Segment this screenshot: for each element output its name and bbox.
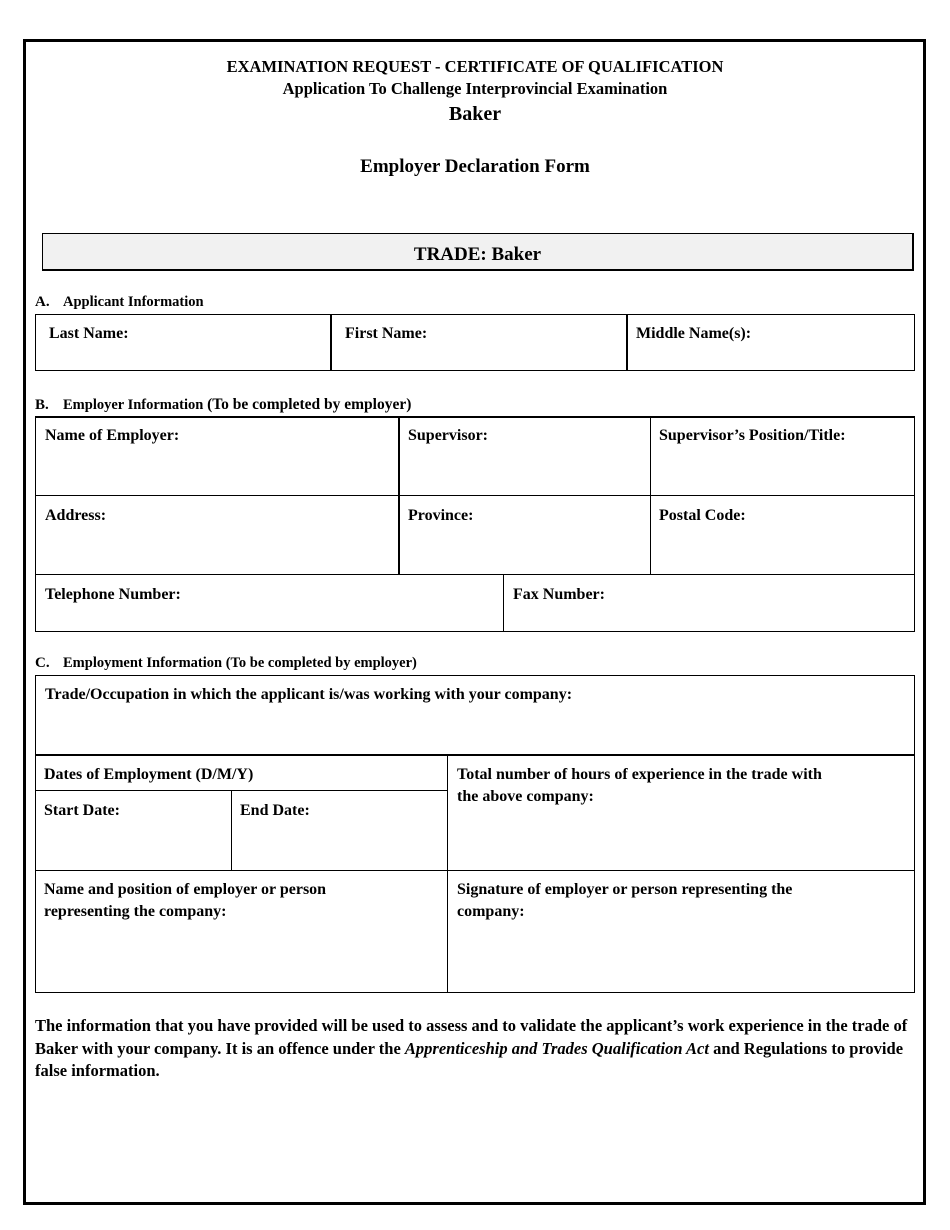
- dates-of-employment-label: Dates of Employment (D/M/Y): [44, 766, 254, 783]
- divider: [650, 416, 651, 574]
- trade-banner: TRADE: Baker: [42, 233, 914, 271]
- disclaimer-paragraph: [35, 1015, 925, 1083]
- header-title: EXAMINATION REQUEST - CERTIFICATE OF QUALIFICATION: [226, 57, 724, 76]
- section-a-heading: [35, 294, 204, 311]
- disclaimer-text-2: and Regulations to provide false information.: [35, 1038, 904, 1080]
- applicant-info-table: [35, 314, 915, 371]
- trade-title: Baker: [448, 103, 502, 125]
- divider: [503, 574, 504, 632]
- signature-field-line1[interactable]: Signature of employer or person representing the: [457, 881, 793, 898]
- divider: [398, 416, 400, 574]
- row-divider: [35, 790, 447, 791]
- supervisor-position-field[interactable]: Supervisor’s Position/Title:: [659, 427, 846, 444]
- row-divider: [35, 870, 915, 871]
- name-position-field-line2[interactable]: representing the company:: [44, 903, 227, 920]
- section-c-letter: C.: [35, 655, 50, 671]
- total-hours-field-line2[interactable]: the above company:: [457, 788, 594, 805]
- total-hours-field-line1[interactable]: Total number of hours of experience in the trade with: [457, 766, 822, 783]
- row-divider: [35, 495, 915, 496]
- section-b-note: (To be completed by employer): [207, 396, 412, 413]
- section-a-title: Applicant Information: [63, 294, 204, 310]
- province-field[interactable]: Province:: [408, 507, 474, 524]
- section-b-title: Employer Information: [63, 397, 204, 413]
- divider: [447, 754, 448, 993]
- section-b-heading: [35, 396, 411, 414]
- divider: [231, 790, 232, 870]
- divider: [626, 314, 628, 371]
- header-subtitle: Application To Challenge Interprovincial Examination: [282, 79, 668, 98]
- supervisor-field[interactable]: Supervisor:: [408, 427, 488, 444]
- end-date-field[interactable]: End Date:: [240, 802, 310, 819]
- postal-code-field[interactable]: Postal Code:: [659, 507, 746, 524]
- address-field[interactable]: Address:: [45, 507, 107, 524]
- employment-info-table: [35, 675, 915, 993]
- start-date-field[interactable]: Start Date:: [44, 802, 120, 819]
- first-name-field[interactable]: First Name:: [345, 325, 428, 342]
- act-name: Apprenticeship and Trades Qualification Act: [404, 1038, 709, 1058]
- section-b-letter: B.: [35, 397, 49, 413]
- fax-field[interactable]: Fax Number:: [513, 586, 605, 603]
- trade-occupation-field[interactable]: Trade/Occupation in which the applicant is/was working with your company:: [45, 686, 573, 703]
- signature-field-line2[interactable]: company:: [457, 903, 525, 920]
- disclaimer-text-1: The information that you have provided will be used to assess and to validate the applicant’s work experience in the trade of Baker with your company. It is an offence under the: [35, 1016, 908, 1058]
- section-c-heading: [35, 655, 417, 672]
- section-a-letter: A.: [35, 294, 50, 310]
- employer-name-field[interactable]: Name of Employer:: [45, 427, 180, 444]
- middle-name-field[interactable]: Middle Name(s):: [636, 325, 752, 342]
- section-c-title: Employment Information (To be completed by employer): [63, 655, 417, 671]
- form-title: Employer Declaration Form: [360, 156, 590, 177]
- telephone-field[interactable]: Telephone Number:: [45, 586, 181, 603]
- last-name-field[interactable]: Last Name:: [49, 325, 129, 342]
- divider: [330, 314, 332, 371]
- name-position-field-line1[interactable]: Name and position of employer or person: [44, 881, 327, 898]
- row-divider: [35, 574, 915, 575]
- row-divider: [35, 754, 915, 756]
